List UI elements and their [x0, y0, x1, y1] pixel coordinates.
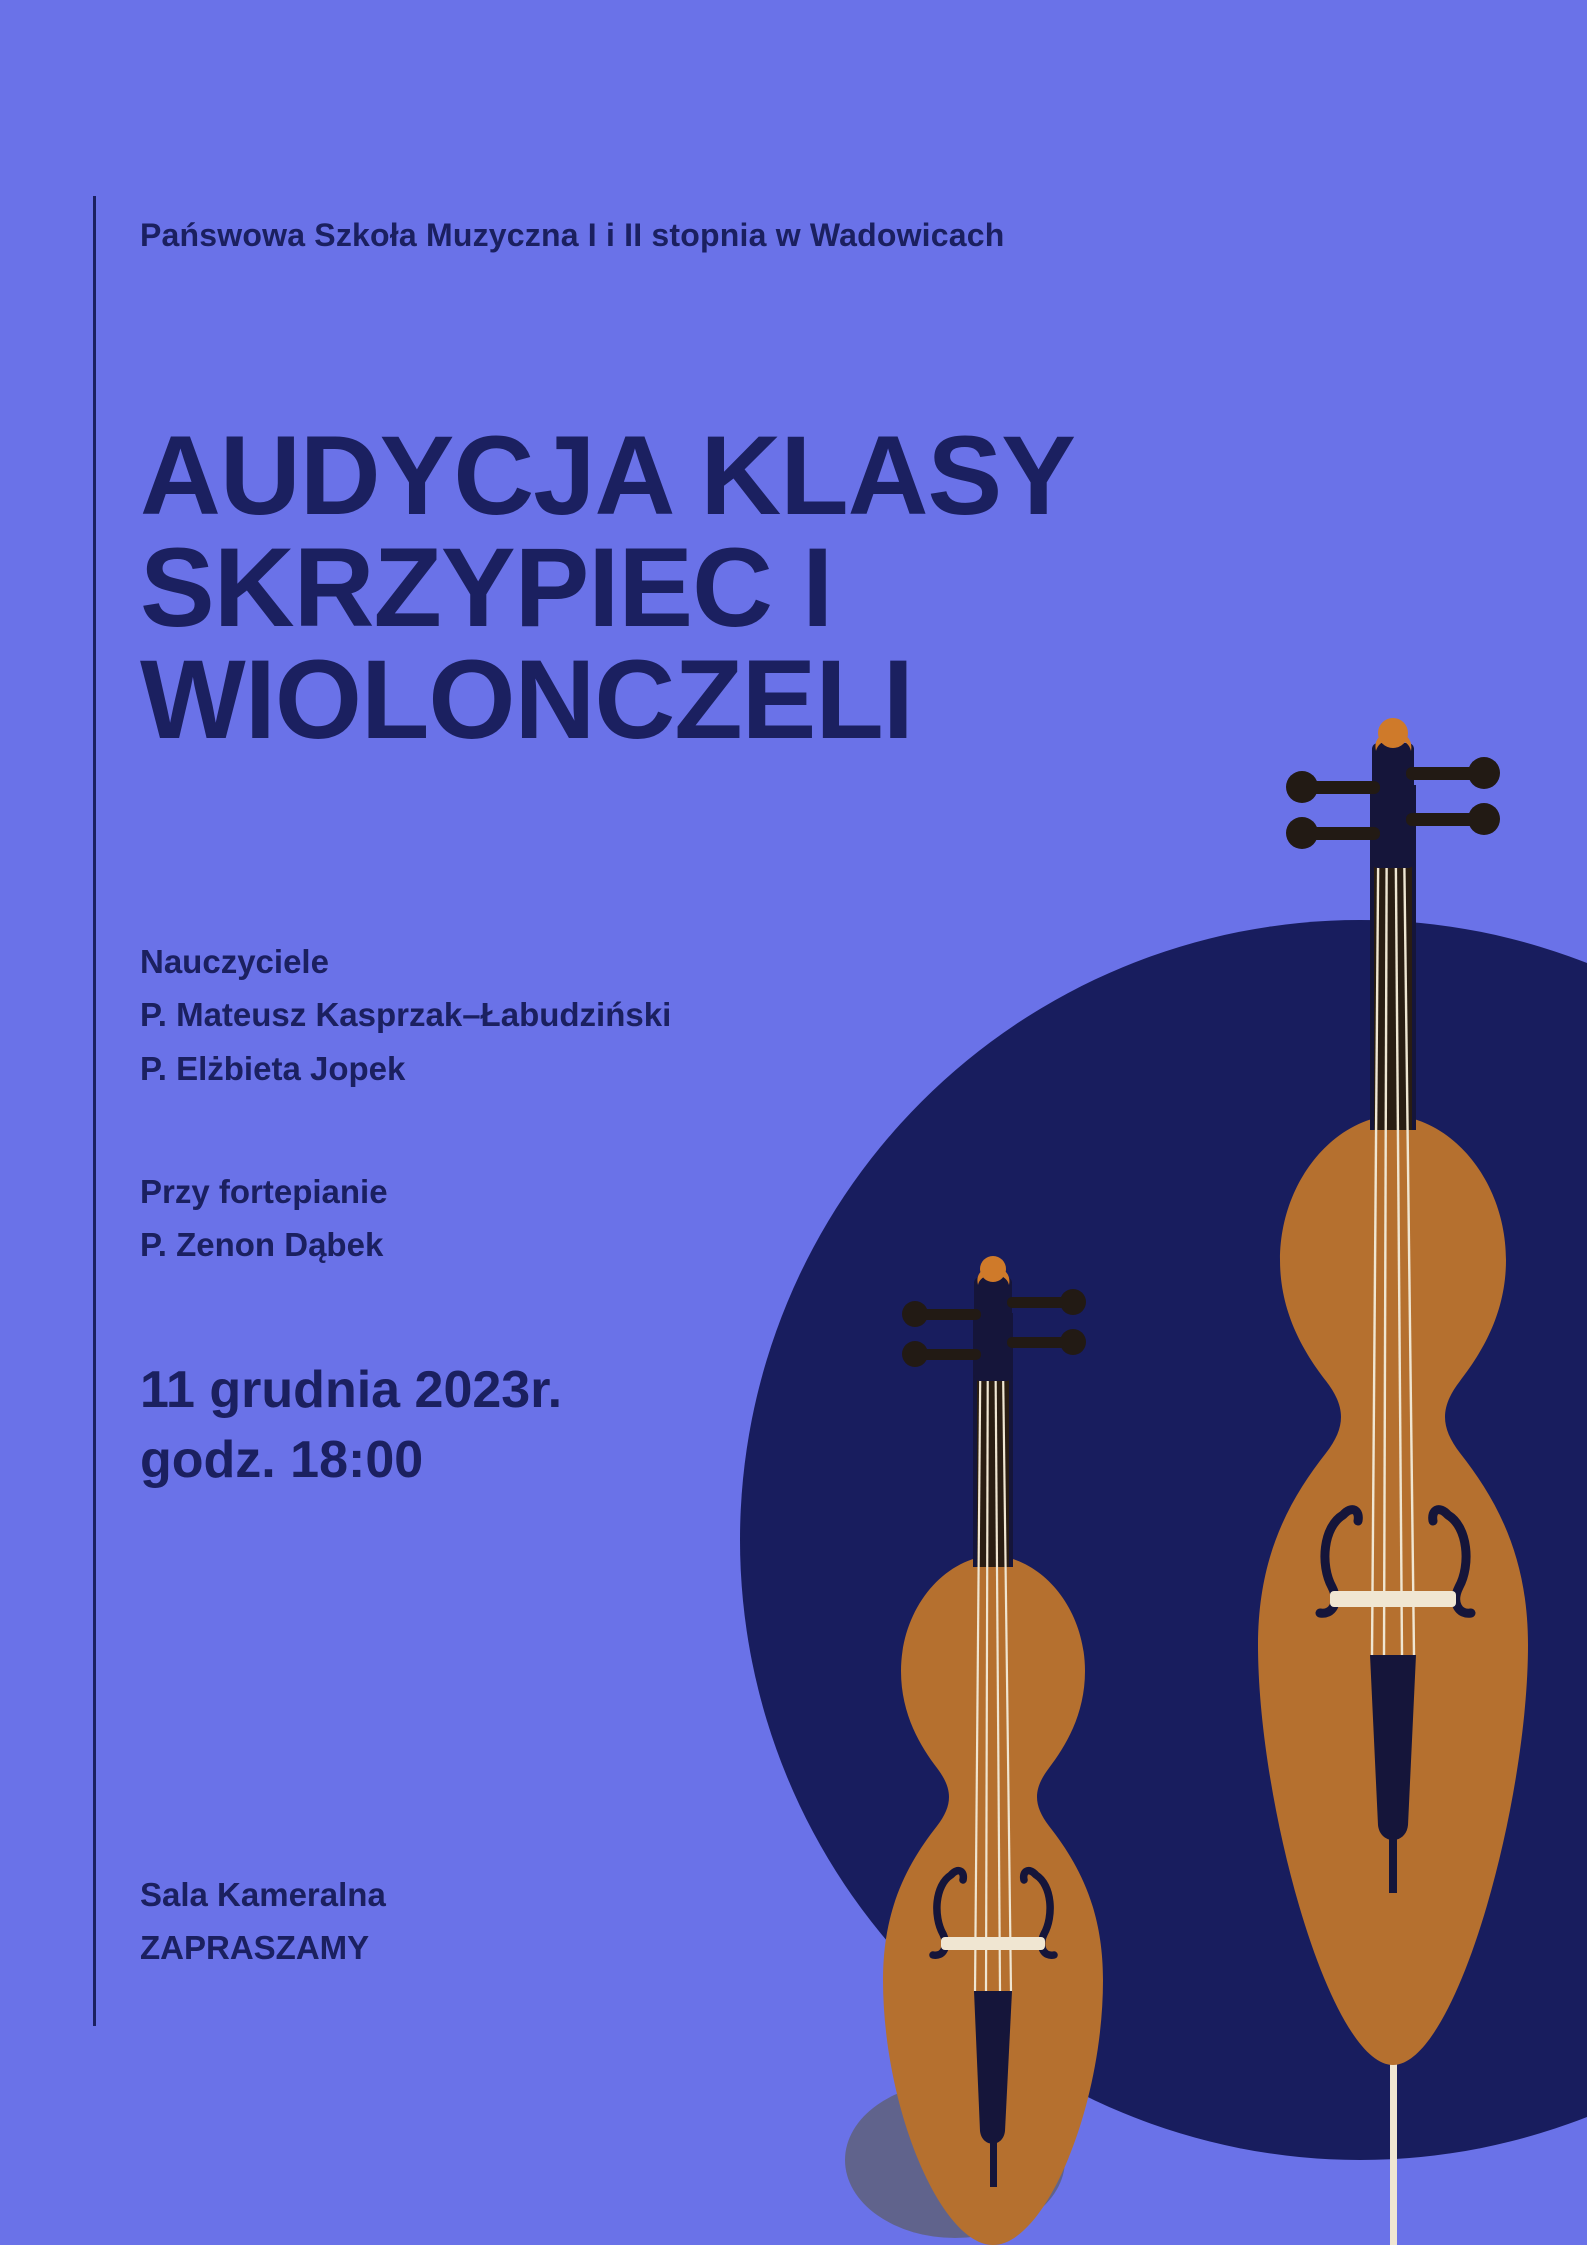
- teacher-name-1: P. Mateusz Kasprzak–Łabudziński: [140, 996, 672, 1034]
- event-date: 11 grudnia 2023r.: [140, 1361, 563, 1419]
- event-time: godz. 18:00: [140, 1431, 424, 1490]
- title-line-2: SKRZYPIEC I: [140, 525, 833, 650]
- piano-heading: Przy fortepianie: [140, 1173, 388, 1210]
- venue-hall: Sala Kameralna: [140, 1876, 386, 1913]
- piano-name: P. Zenon Dąbek: [140, 1226, 384, 1264]
- teacher-name-2: P. Elżbieta Jopek: [140, 1049, 406, 1087]
- title-line-3: WIOLONCZELI: [140, 637, 913, 762]
- piano-block: [140, 1165, 1040, 1272]
- school-name: Pańswowa Szkoła Muzyczna I i II stopnia w Wadowicach: [140, 217, 1005, 253]
- left-vertical-rule: [93, 196, 96, 2026]
- title-line-1: AUDYCJA KLASY: [140, 413, 1075, 538]
- venue-block: [140, 1868, 900, 1975]
- venue-invitation: ZAPRASZAMY: [140, 1929, 370, 1967]
- teachers-heading: Nauczyciele: [140, 943, 329, 980]
- page-title: [140, 413, 1440, 762]
- datetime-block: [140, 1355, 900, 1495]
- teachers-block: [140, 935, 1040, 1095]
- poster-content: [140, 0, 1320, 2245]
